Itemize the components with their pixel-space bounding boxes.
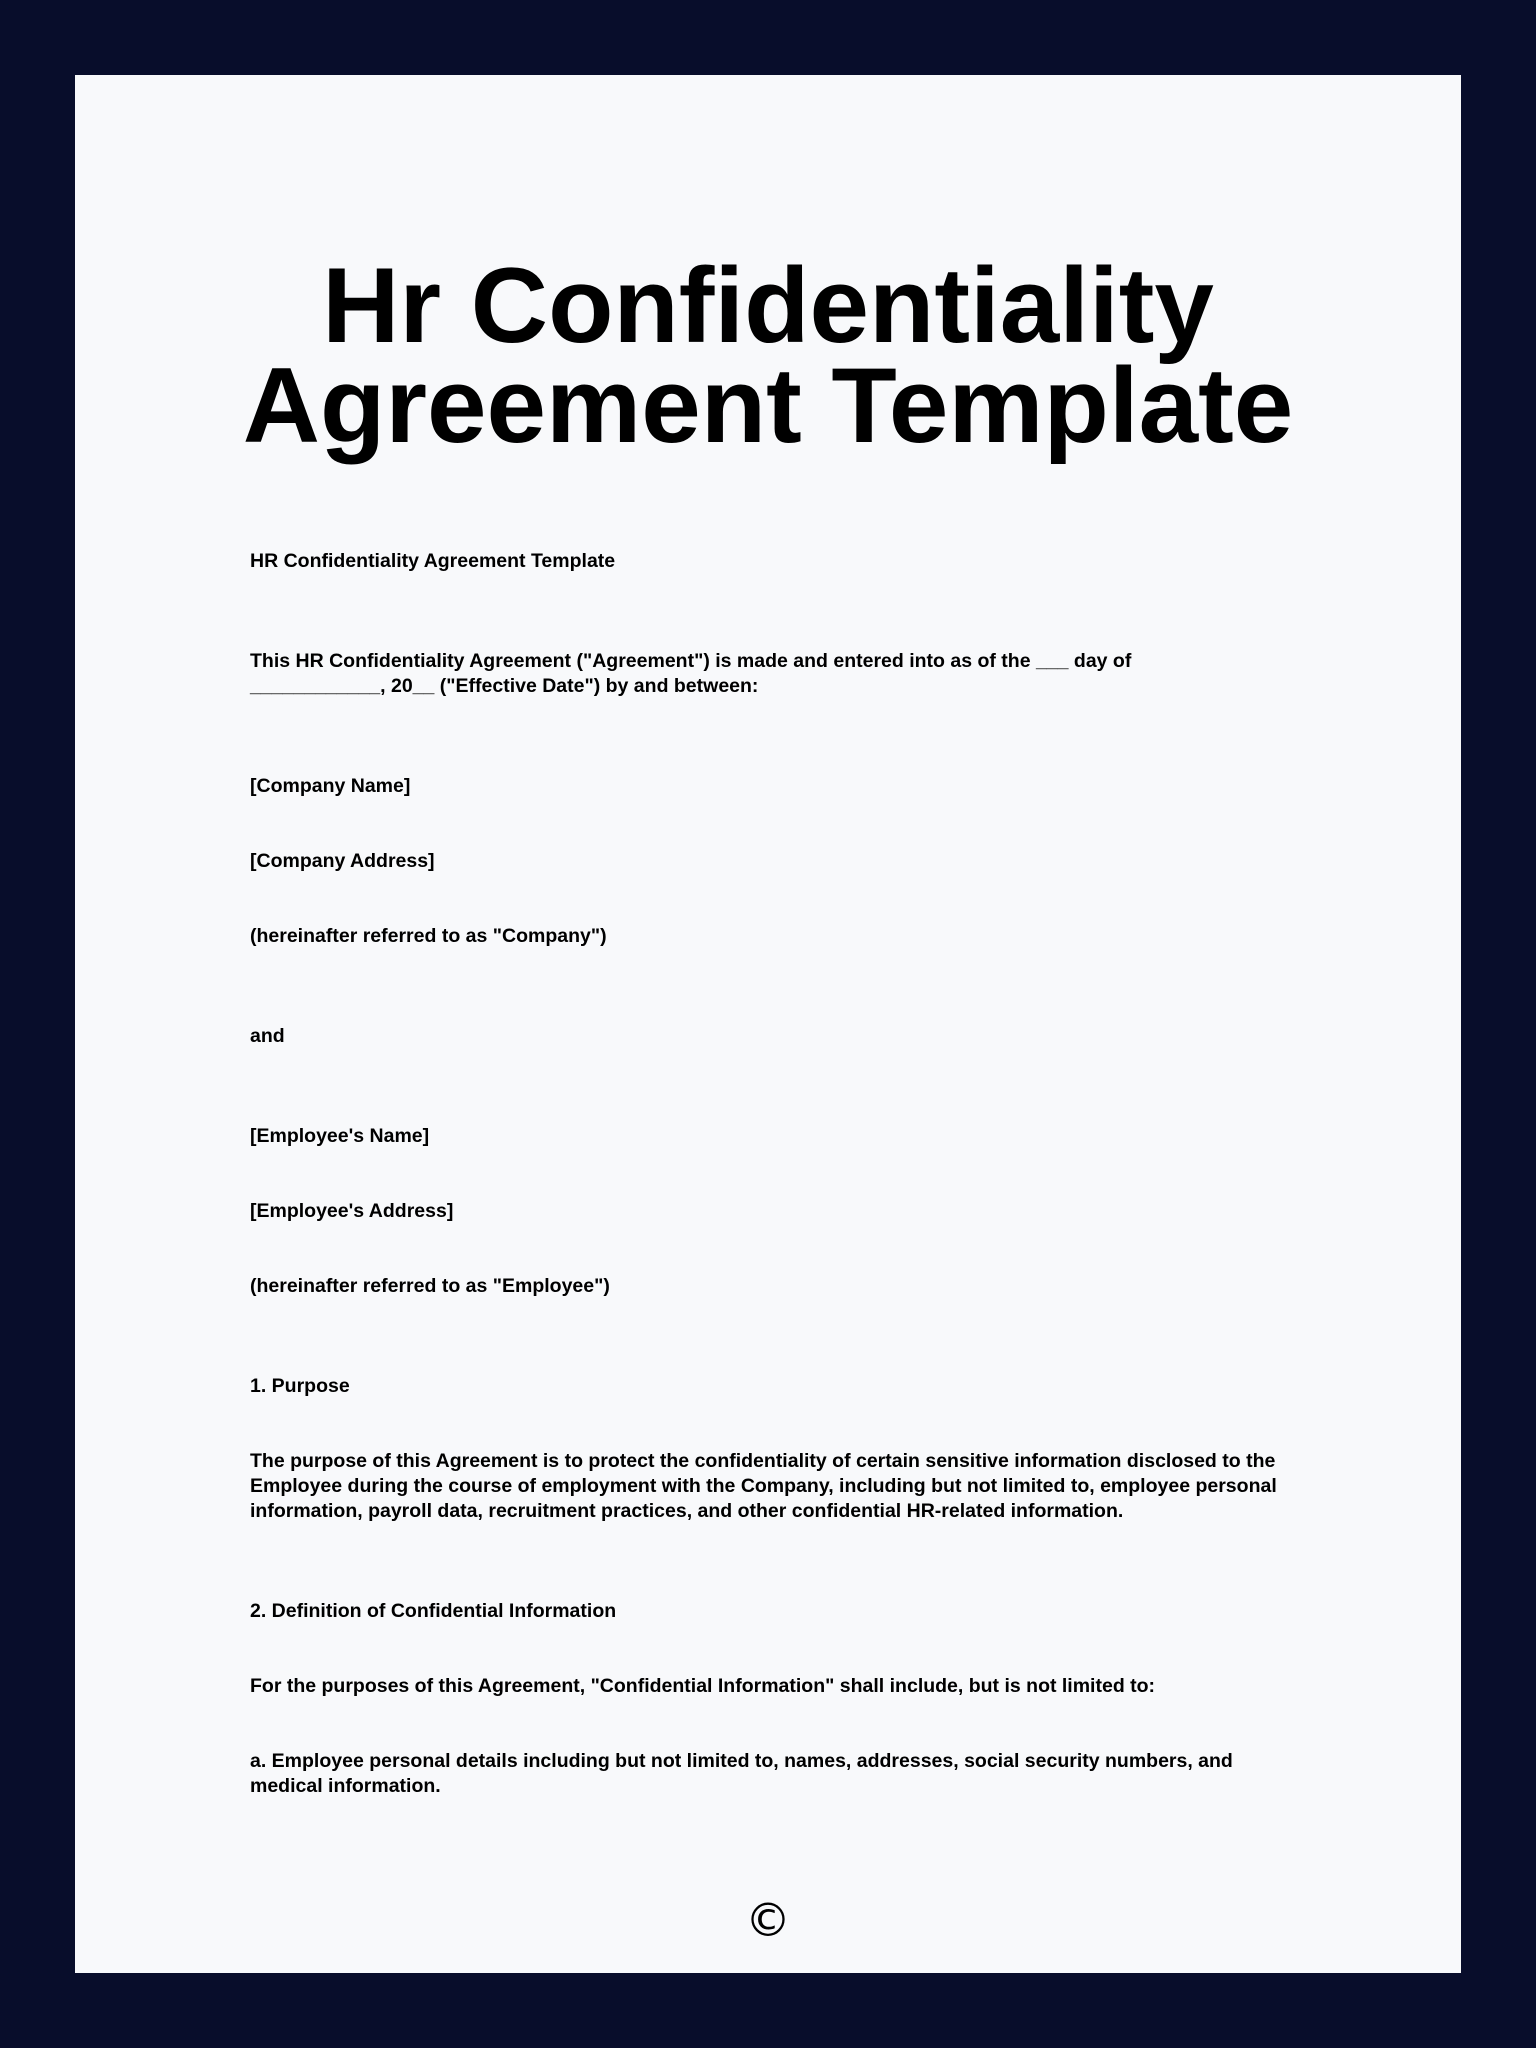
employee-address-placeholder: [Employee's Address] bbox=[250, 1200, 454, 1222]
and-connector: and bbox=[250, 1025, 285, 1047]
company-address-placeholder: [Company Address] bbox=[250, 850, 435, 872]
copyright-icon: © bbox=[745, 1893, 791, 1947]
company-name-placeholder: [Company Name] bbox=[250, 775, 411, 797]
document-page bbox=[75, 75, 1461, 1973]
section-1-heading: 1. Purpose bbox=[250, 1375, 350, 1397]
employee-reference: (hereinafter referred to as "Employee") bbox=[250, 1275, 610, 1297]
section-2-text: For the purposes of this Agreement, "Confidential Information" shall include, but is not limited to: bbox=[250, 1675, 1156, 1697]
employee-name-placeholder: [Employee's Name] bbox=[250, 1125, 430, 1147]
page-title: Hr Confidentiality Agreement Template bbox=[242, 245, 1294, 465]
section-1-text: The purpose of this Agreement is to protect the confidentiality of certain sensitive information disclosed to the Employee during the course of employment with the Company, including but not limited to, employee personal information, payroll data, recruitment practices, and other confidential HR-related information. bbox=[250, 1450, 1277, 1522]
document-heading: HR Confidentiality Agreement Template bbox=[250, 550, 616, 572]
list-item-a: a. Employee personal details including but not limited to, names, addresses, social security numbers, and medical information. bbox=[250, 1750, 1233, 1797]
section-2-heading: 2. Definition of Confidential Information bbox=[250, 1600, 617, 1622]
company-reference: (hereinafter referred to as "Company") bbox=[250, 925, 607, 947]
intro-paragraph: This HR Confidentiality Agreement ("Agreement") is made and entered into as of the ___ day of ____________, 20__ ("Effective Date") by and between: bbox=[250, 650, 1132, 697]
